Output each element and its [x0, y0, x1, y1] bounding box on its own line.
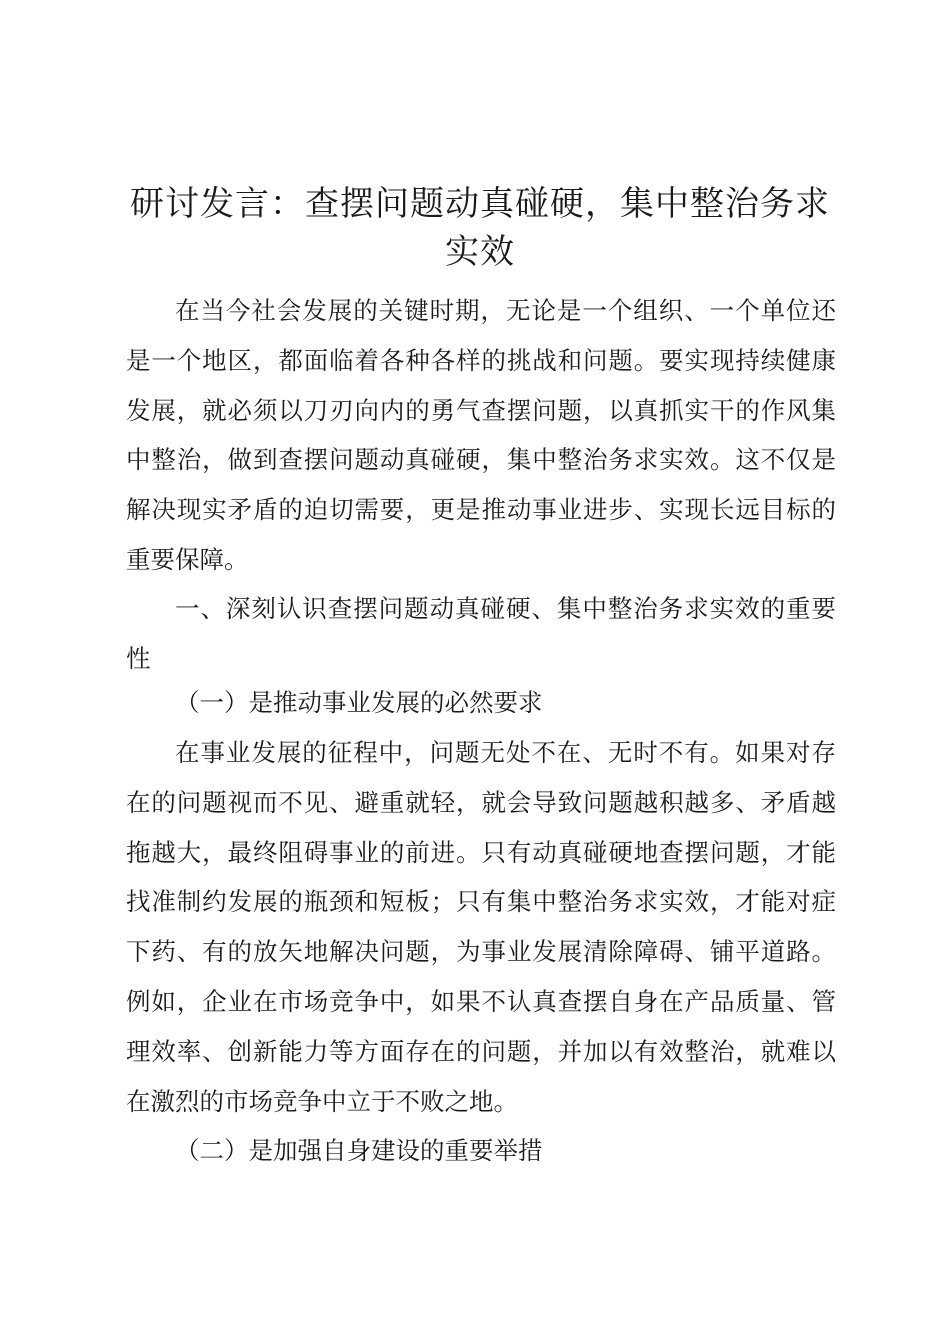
document-title: 研讨发言：查摆问题动真碰硬，集中整治务求实效 — [130, 184, 830, 272]
body-paragraph-1: 在事业发展的征程中，问题无处不在、无时不有。如果对存在的问题视而不见、避重就轻，就会导致问题越积越多、矛盾越拖越大，最终阻碍事业的前进。只有动真碰硬地查摆问题，才能找准制约发展的瓶颈和短板；只有集中整治务求实效，才能对症下药、有的放矢地解决问题，为事业发展清除障碍、铺平道路。例如，企业在市场竞争中，如果不认真查摆自身在产品质量、管理效率、创新能力等方面存在的问题，并加以有效整治，就难以在激烈的市场竞争中立于不败之地。 — [126, 738, 836, 1116]
intro-paragraph: 在当今社会发展的关键时期，无论是一个组织、一个单位还是一个地区，都面临着各种各样的挑战和问题。要实现持续健康发展，就必须以刀刃向内的勇气查摆问题，以真抓实干的作风集中整治，做到查摆问题动真碰硬，集中整治务求实效。这不仅是解决现实矛盾的迫切需要，更是推动事业进步、实现长远目标的重要保障。 — [126, 296, 836, 574]
subsection-heading-2: （二）是加强自身建设的重要举措 — [175, 1136, 543, 1165]
subsection-heading-1: （一）是推动事业发展的必然要求 — [175, 688, 543, 717]
section-heading-1: 一、深刻认识查摆问题动真碰硬、集中整治务求实效的重要性 — [126, 594, 836, 673]
